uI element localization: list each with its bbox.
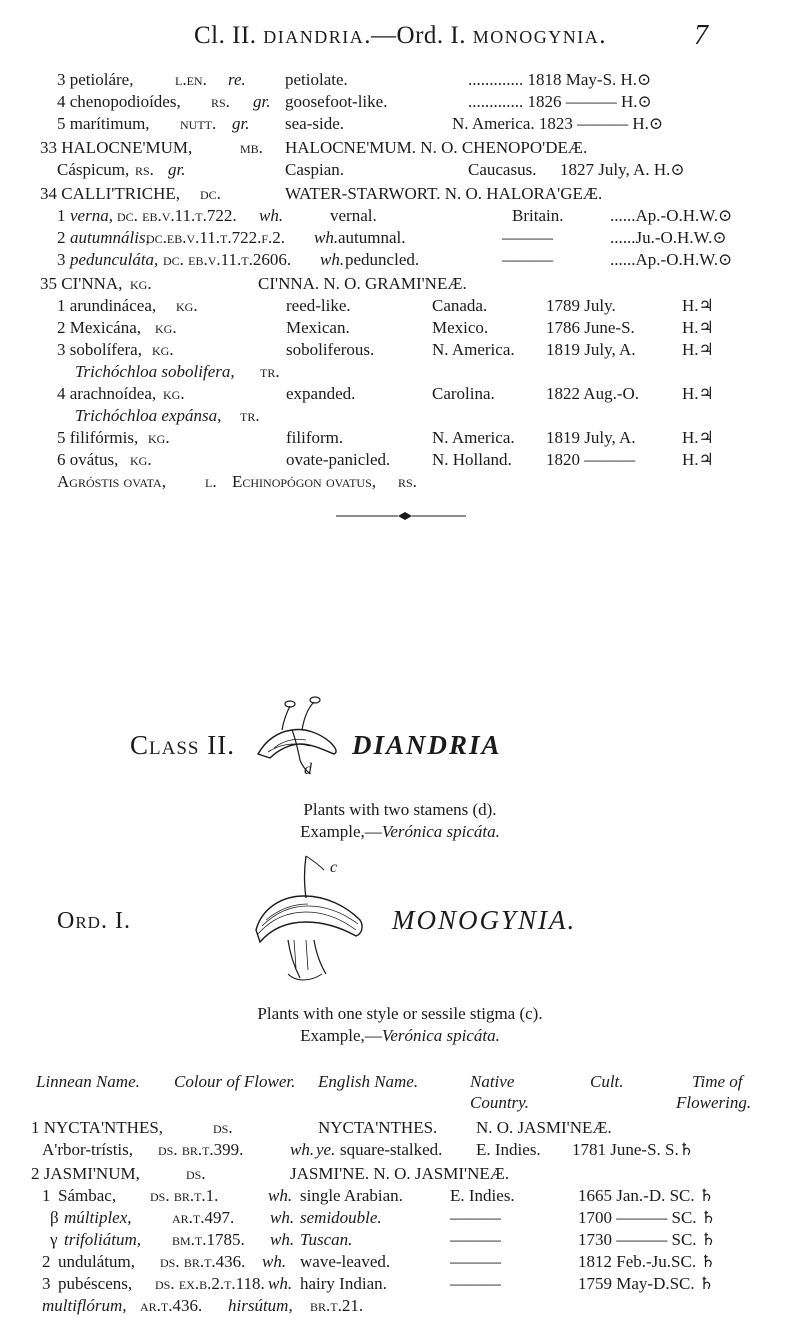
jasmine-row bbox=[0, 1230, 800, 1254]
jasmine-eng: Tuscan. bbox=[300, 1230, 353, 1249]
entry-row: 1 arundinácea, kg. reed-like. Canada. 1789 July. H.♃ bbox=[57, 296, 714, 315]
page-number: 7 bbox=[694, 20, 708, 51]
pistil-flower-figure bbox=[248, 850, 372, 986]
column-header-linnean: Linnean Name. bbox=[36, 1072, 140, 1091]
jasmine-auth: ds. br.t.1. bbox=[150, 1186, 219, 1205]
column-header-native: Native bbox=[470, 1072, 515, 1091]
jasmine-col: wh. bbox=[268, 1274, 293, 1293]
jasmine-name: múltiplex, bbox=[64, 1208, 132, 1227]
genus-heading: 35 CI'NNA, kg. CI'NNA. N. O. GRAMI'NEÆ. bbox=[40, 274, 467, 293]
jasmine-name: Sámbac, bbox=[58, 1186, 117, 1205]
jasmine-row bbox=[0, 1274, 800, 1298]
genus-heading: 2 JASMI'NUM, ds. JASMI'NE. N. O. JASMI'NEÆ. bbox=[31, 1164, 510, 1183]
jasmine-eng: single Arabian. bbox=[300, 1186, 403, 1205]
entry-row: 4 arachnoídea, kg. expanded. Carolina. 1822 Aug.-O. H.♃ bbox=[57, 384, 714, 403]
jasmine-nat: ——— bbox=[450, 1252, 501, 1271]
header-class-label: Cl. II. bbox=[194, 22, 257, 49]
entry-row: Cáspicum, rs. gr. Caspian. Caucasus. 1827 July, A. H.⊙ bbox=[57, 160, 685, 179]
header-class-name: diandria bbox=[263, 22, 365, 49]
jasmine-nat: ——— bbox=[450, 1208, 501, 1227]
header-end: . bbox=[599, 22, 606, 49]
entry-row: 3 sobolífera, kg. soboliferous. N. America. 1819 July, A. H.♃ bbox=[57, 340, 714, 359]
jasmine-nat: E. Indies. bbox=[450, 1186, 515, 1205]
synonym-row: Trichóchloa expánsa, tr. bbox=[75, 406, 260, 425]
jasmine-n: 3 bbox=[42, 1274, 51, 1293]
jasmine-eng: hairy Indian. bbox=[300, 1274, 387, 1293]
genus-heading: 1 NYCTA'NTHES, ds. NYCTA'NTHES. N. O. JASMI'NEÆ. bbox=[31, 1118, 612, 1137]
jasmine-col: wh. bbox=[268, 1186, 293, 1205]
entry-row: 1 verna, dc. eb.v.11.t.722. wh. vernal. Britain. ......Ap.-O.H.W.⊙ bbox=[57, 206, 733, 225]
jasmine-time: 1812 Feb.-Ju.SC. ♄ bbox=[578, 1252, 716, 1271]
jasmine-eng: wave-leaved. bbox=[300, 1252, 391, 1271]
stigma-label-c: c bbox=[330, 859, 338, 876]
jasmine-auth: ar.t.497. bbox=[172, 1208, 235, 1227]
jasmine-n: γ bbox=[50, 1230, 58, 1249]
stamen-label-d: d bbox=[304, 761, 312, 776]
order-name: MONOGYNIA. bbox=[392, 905, 577, 935]
jasmine-auth: ds. ex.b.2.t.118. bbox=[155, 1274, 265, 1293]
jasmine-col: wh. bbox=[270, 1230, 295, 1249]
jasmine-name: pubéscens, bbox=[58, 1274, 133, 1293]
column-header-cult: Cult. bbox=[590, 1072, 624, 1091]
entry-row: 2 Mexicána, kg. Mexican. Mexico. 1786 June-S. H.♃ bbox=[57, 318, 714, 337]
entry-row: 5 marítimum, nutt. gr. sea-side. N. America. 1823 ——— H.⊙ bbox=[57, 114, 664, 133]
class-description: Plants with two stamens (d). bbox=[303, 800, 497, 819]
column-header-english: English Name. bbox=[318, 1072, 419, 1091]
jasmine-auth: bm.t.1785. bbox=[172, 1230, 245, 1249]
jasmine-row bbox=[0, 1208, 800, 1232]
synonym-row: multiflórum, ar.t.436. hirsútum, br.t.21. bbox=[42, 1296, 364, 1315]
header-sep: .— bbox=[364, 22, 397, 49]
jasmine-n: 2 bbox=[42, 1252, 51, 1271]
jasmine-name: undulátum, bbox=[58, 1252, 135, 1271]
jasmine-time: 1730 ——— SC. ♄ bbox=[578, 1230, 717, 1249]
column-header-native-2: Country. bbox=[470, 1093, 530, 1112]
synonym-row: Agróstis ovata, l. Echinopógon ovatus, rs. bbox=[57, 472, 417, 491]
jasmine-time: 1759 May-D.SC. ♄ bbox=[578, 1274, 715, 1293]
jasmine-n: β bbox=[50, 1208, 59, 1227]
entry-row: 6 ovátus, kg. ovate-panicled. N. Holland. 1820 ——— H.♃ bbox=[57, 450, 714, 469]
class-example: Example,—Verónica spicáta. bbox=[300, 822, 500, 841]
stamens-flower-figure bbox=[244, 694, 350, 776]
order-description: Plants with one style or sessile stigma (c). bbox=[257, 1004, 543, 1023]
order-label: Ord. I. bbox=[57, 908, 131, 934]
entry-row: 2 autumnális, dc.eb.v.11.t.722.f.2. wh. autumnal. ——— ......Ju.-O.H.W.⊙ bbox=[57, 228, 727, 247]
jasmine-col: wh. bbox=[262, 1252, 287, 1271]
divider-ornament bbox=[336, 512, 466, 520]
synonym-row: Trichóchloa sobolifera, tr. bbox=[75, 362, 280, 381]
jasmine-auth: ds. br.t.436. bbox=[160, 1252, 246, 1271]
jasmine-nat: ——— bbox=[450, 1274, 501, 1293]
jasmine-time: 1700 ——— SC. ♄ bbox=[578, 1208, 717, 1227]
entry-row: 4 chenopodioídes, rs. gr. goosefoot-like. ............. 1826 ——— H.⊙ bbox=[57, 92, 652, 111]
jasmine-name: trifoliátum, bbox=[64, 1230, 141, 1249]
column-header-time-2: Flowering. bbox=[676, 1093, 752, 1112]
order-example: Example,—Verónica spicáta. bbox=[300, 1026, 500, 1045]
header-order-label: Ord. I. bbox=[396, 22, 466, 49]
genus-heading: 33 HALOCNE'MUM, mb. HALOCNE'MUM. N. O. CHENOPO'DEÆ. bbox=[40, 138, 588, 157]
jasmine-eng: semidouble. bbox=[300, 1208, 382, 1227]
jasmine-col: wh. bbox=[270, 1208, 295, 1227]
entry-row: A'rbor-trístis, ds. br.t.399. wh. ye. square-stalked. E. Indies. 1781 June-S. S.♄ bbox=[42, 1140, 694, 1159]
jasmine-row bbox=[0, 1252, 800, 1276]
entry-row: 3 pedunculáta, dc. eb.v.11.t.2606. wh. peduncled. ——— ......Ap.-O.H.W.⊙ bbox=[57, 250, 733, 269]
jasmine-nat: ——— bbox=[450, 1230, 501, 1249]
column-header-time: Time of bbox=[692, 1072, 743, 1091]
entry-row: 3 petioláre, l.en. re. petiolate. ............. 1818 May-S. H.⊙ bbox=[57, 70, 652, 89]
class-label: Class II. bbox=[130, 730, 235, 760]
jasmine-row bbox=[0, 1186, 800, 1210]
column-header-colour: Colour of Flower. bbox=[174, 1072, 296, 1091]
header-order-name: monogynia bbox=[472, 22, 600, 49]
jasmine-n: 1 bbox=[42, 1186, 51, 1205]
jasmine-time: 1665 Jan.-D. SC. ♄ bbox=[578, 1186, 715, 1205]
genus-heading: 34 CALLI'TRICHE, dc. WATER-STARWORT. N. O. HALORA'GEÆ. bbox=[40, 184, 603, 203]
class-name: DIANDRIA bbox=[352, 730, 502, 760]
entry-row: 5 filifórmis, kg. filiform. N. America. 1819 July, A. H.♃ bbox=[57, 428, 714, 447]
